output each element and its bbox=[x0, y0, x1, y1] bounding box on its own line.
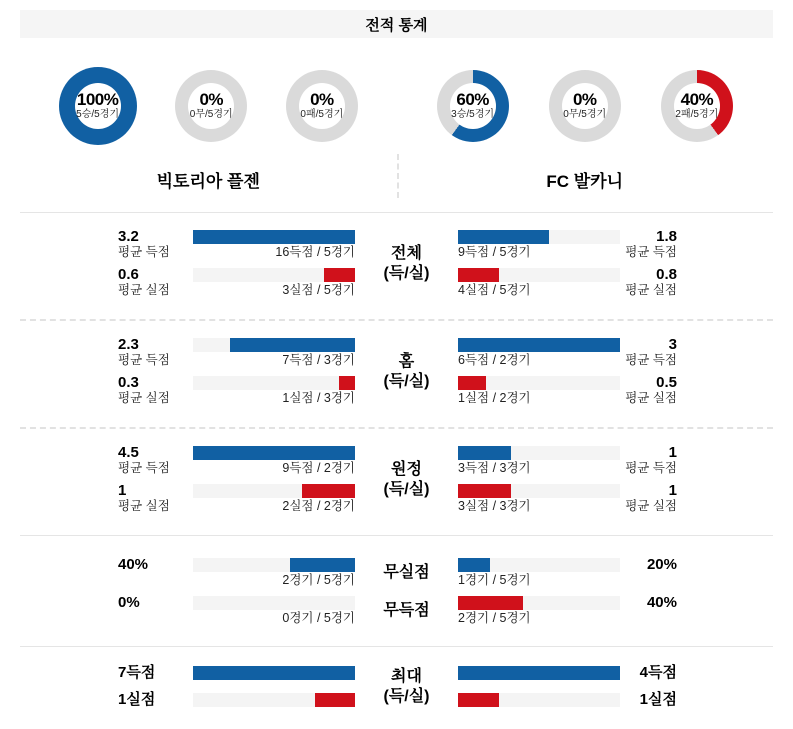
right-win-sublabel: 3승/5경기 bbox=[451, 109, 495, 120]
overall-right-conceded-bar bbox=[458, 268, 499, 282]
overall-left-conceded-caption: 평균 실점 bbox=[118, 283, 170, 297]
value-block bbox=[620, 337, 677, 368]
right-win-percent: 60% bbox=[456, 90, 489, 109]
cleansheet-right-track bbox=[458, 558, 620, 572]
left-win-donut-hole bbox=[75, 83, 121, 129]
scoreless-right-percent: 40% bbox=[646, 594, 677, 611]
max-right-conceded-track bbox=[458, 693, 620, 707]
away-left-scored-bar bbox=[193, 446, 355, 460]
left-draw-donut-hole bbox=[188, 83, 234, 129]
home-left-scored-track bbox=[193, 338, 355, 352]
bar-block bbox=[458, 446, 620, 477]
home-left-conceded-bar bbox=[339, 376, 355, 390]
section-away bbox=[20, 429, 773, 535]
bar-block bbox=[193, 376, 355, 407]
overall-right-conceded-bar-label: 4실점 / 5경기 bbox=[458, 283, 531, 297]
away-left-conceded-track bbox=[193, 484, 355, 498]
home-left-scored-value: 2.3 bbox=[118, 336, 139, 353]
scoreless-right-bar-label: 2경기 / 5경기 bbox=[458, 611, 531, 625]
away-right-conceded-bar bbox=[458, 484, 511, 498]
cleansheet-center-label: 무실점 bbox=[383, 563, 430, 581]
away-left-scored-track bbox=[193, 446, 355, 460]
home-right-conceded-track bbox=[458, 376, 620, 390]
overall-right-values bbox=[620, 229, 677, 299]
home-left-scored-caption: 평균 득점 bbox=[118, 353, 170, 367]
overall-right-conceded-track bbox=[458, 268, 620, 282]
value-block bbox=[118, 557, 193, 588]
away-right-conceded-value: 1 bbox=[668, 482, 677, 499]
max-left-conceded-track bbox=[193, 693, 355, 707]
overall-center-label bbox=[355, 229, 458, 299]
right-draw-percent: 0% bbox=[572, 90, 597, 109]
home-left-bars bbox=[193, 337, 355, 407]
right-loss-sublabel: 2패/5경기 bbox=[675, 109, 719, 120]
left-draw-sublabel: 0무/5경기 bbox=[189, 109, 233, 120]
home-left-conceded-track bbox=[193, 376, 355, 390]
section-overall bbox=[20, 213, 773, 319]
value-block bbox=[620, 557, 677, 588]
value-block bbox=[118, 445, 193, 476]
overall-left-bars bbox=[193, 229, 355, 299]
bar-block bbox=[458, 596, 620, 627]
home-right-scored-caption: 평균 득점 bbox=[625, 353, 677, 367]
right-draw-donut-hole bbox=[562, 83, 608, 129]
bar-block bbox=[458, 376, 620, 407]
home-center-line1: 홈 bbox=[398, 353, 415, 370]
right-win-donut-chart bbox=[437, 70, 509, 142]
away-center-line2: (득/실) bbox=[383, 481, 430, 498]
bar-block bbox=[458, 666, 620, 680]
max-right-conceded-bar bbox=[458, 693, 499, 707]
away-left-conceded-bar-label: 2실점 / 2경기 bbox=[282, 499, 355, 513]
cleansheet-left-bar bbox=[290, 558, 355, 572]
home-right-conceded-bar bbox=[458, 376, 486, 390]
left-loss-sublabel: 0패/5경기 bbox=[300, 109, 344, 120]
max-center-line1: 최대 bbox=[391, 667, 422, 685]
home-left-scored-bar bbox=[230, 338, 355, 352]
right-team-name: FC 발카니 bbox=[546, 171, 624, 191]
bar-block bbox=[458, 338, 620, 369]
home-left-conceded-bar-label: 1실점 / 3경기 bbox=[282, 391, 355, 405]
left-draw-donut-chart bbox=[175, 70, 247, 142]
overall-left-scored-track bbox=[193, 230, 355, 244]
value-block bbox=[118, 267, 193, 298]
overall-right-bars bbox=[458, 229, 620, 299]
scoreless-left-percent: 0% bbox=[118, 594, 140, 611]
scoreless-left-track bbox=[193, 596, 355, 610]
home-right-scored-value: 3 bbox=[668, 336, 677, 353]
bar-block bbox=[458, 230, 620, 261]
left-team-name: 빅토리아 플젠 bbox=[156, 171, 260, 191]
home-right-scored-bar-label: 6득점 / 2경기 bbox=[458, 353, 531, 367]
max-right-bars bbox=[458, 666, 620, 707]
pct-right-bars bbox=[458, 557, 620, 627]
away-left-conceded-caption: 평균 실점 bbox=[118, 499, 170, 513]
overall-left-scored-bar bbox=[193, 230, 355, 244]
right-loss-donut-chart bbox=[661, 70, 733, 142]
max-left-scored-value: 7득점 bbox=[118, 664, 156, 681]
value-block bbox=[620, 267, 677, 298]
home-left-conceded-value: 0.3 bbox=[118, 374, 139, 391]
left-win-sublabel: 5승/5경기 bbox=[76, 109, 120, 120]
bar-block bbox=[193, 558, 355, 589]
max-left-conceded-bar bbox=[315, 693, 356, 707]
value-block bbox=[620, 375, 677, 406]
away-left-conceded-value: 1 bbox=[118, 482, 127, 499]
away-right-scored-caption: 평균 득점 bbox=[625, 461, 677, 475]
bar-block bbox=[193, 268, 355, 299]
value-block bbox=[118, 693, 193, 707]
value-block bbox=[118, 595, 193, 626]
cleansheet-left-track bbox=[193, 558, 355, 572]
max-right-conceded-value: 1실점 bbox=[639, 691, 677, 708]
team-names-row bbox=[20, 146, 773, 213]
bar-block bbox=[193, 596, 355, 627]
home-left-values bbox=[118, 337, 193, 407]
section-home bbox=[20, 321, 773, 427]
max-right-scored-value: 4득점 bbox=[639, 664, 677, 681]
right-draw-donut-chart bbox=[549, 70, 621, 142]
home-right-scored-track bbox=[458, 338, 620, 352]
overall-center-line2: (득/실) bbox=[383, 265, 430, 282]
pct-right-values bbox=[620, 557, 677, 627]
away-right-conceded-track bbox=[458, 484, 620, 498]
left-win-donut-chart bbox=[59, 67, 137, 145]
away-left-scored-caption: 평균 득점 bbox=[118, 461, 170, 475]
overall-right-scored-bar-label: 9득점 / 5경기 bbox=[458, 245, 531, 259]
left-team-donuts bbox=[20, 67, 397, 145]
left-loss-donut-chart bbox=[286, 70, 358, 142]
bar-block bbox=[193, 666, 355, 680]
team-divider bbox=[397, 154, 399, 198]
away-left-scored-value: 4.5 bbox=[118, 444, 139, 461]
pct-center-labels bbox=[355, 557, 458, 627]
overall-right-scored-value: 1.8 bbox=[656, 228, 677, 245]
bar-block bbox=[193, 446, 355, 477]
win-rate-donuts bbox=[20, 66, 773, 146]
away-right-scored-bar-label: 3득점 / 3경기 bbox=[458, 461, 531, 475]
value-block bbox=[118, 483, 193, 514]
value-block bbox=[118, 375, 193, 406]
home-right-conceded-bar-label: 1실점 / 2경기 bbox=[458, 391, 531, 405]
section-cleansheet-scoreless bbox=[20, 536, 773, 646]
bar-block bbox=[193, 693, 355, 707]
overall-left-conceded-bar bbox=[324, 268, 355, 282]
home-right-scored-bar bbox=[458, 338, 620, 352]
away-right-conceded-caption: 평균 실점 bbox=[625, 499, 677, 513]
right-team-donuts bbox=[397, 70, 774, 142]
away-left-values bbox=[118, 445, 193, 515]
overall-right-conceded-caption: 평균 실점 bbox=[625, 283, 677, 297]
value-block bbox=[620, 229, 677, 260]
max-left-scored-bar bbox=[193, 666, 355, 680]
scoreless-left-bar-label: 0경기 / 5경기 bbox=[282, 611, 355, 625]
right-loss-percent: 40% bbox=[680, 90, 714, 109]
home-right-conceded-value: 0.5 bbox=[656, 374, 677, 391]
overall-left-conceded-track bbox=[193, 268, 355, 282]
max-left-scored-track bbox=[193, 666, 355, 680]
left-loss-percent: 0% bbox=[310, 90, 334, 109]
bar-block bbox=[193, 338, 355, 369]
right-draw-sublabel: 0무/5경기 bbox=[563, 109, 607, 120]
home-left-conceded-caption: 평균 실점 bbox=[118, 391, 170, 405]
home-right-values bbox=[620, 337, 677, 407]
value-block bbox=[118, 666, 193, 680]
right-loss-donut-hole bbox=[674, 83, 720, 129]
max-center-line2: (득/실) bbox=[383, 687, 430, 705]
overall-center-line1: 전체 bbox=[391, 245, 422, 262]
cleansheet-right-bar-label: 1경기 / 5경기 bbox=[458, 573, 531, 587]
away-right-scored-track bbox=[458, 446, 620, 460]
value-block bbox=[620, 445, 677, 476]
overall-right-scored-caption: 평균 득점 bbox=[625, 245, 677, 259]
home-left-scored-bar-label: 7득점 / 3경기 bbox=[282, 353, 355, 367]
scoreless-center-label: 무득점 bbox=[383, 601, 430, 619]
page-title: 전적 통계 bbox=[365, 16, 428, 34]
overall-right-scored-bar bbox=[458, 230, 549, 244]
bar-block bbox=[193, 230, 355, 261]
home-center-label bbox=[355, 337, 458, 407]
section-max bbox=[20, 647, 773, 729]
value-block bbox=[118, 337, 193, 368]
max-right-scored-bar bbox=[458, 666, 620, 680]
bar-block bbox=[458, 693, 620, 707]
pct-left-bars bbox=[193, 557, 355, 627]
value-block bbox=[620, 666, 677, 680]
max-right-scored-track bbox=[458, 666, 620, 680]
right-win-donut-hole bbox=[450, 83, 496, 129]
value-block bbox=[620, 483, 677, 514]
max-right-values bbox=[620, 666, 677, 707]
max-left-conceded-value: 1실점 bbox=[118, 691, 156, 708]
bar-block bbox=[458, 558, 620, 589]
bar-block bbox=[458, 484, 620, 515]
max-left-values bbox=[118, 666, 193, 707]
overall-right-conceded-value: 0.8 bbox=[656, 266, 677, 283]
away-right-values bbox=[620, 445, 677, 515]
left-win-percent: 100% bbox=[76, 90, 119, 109]
bar-block bbox=[458, 268, 620, 299]
away-right-scored-bar bbox=[458, 446, 511, 460]
value-block bbox=[118, 229, 193, 260]
home-center-line2: (득/실) bbox=[383, 373, 430, 390]
overall-left-conceded-bar-label: 3실점 / 5경기 bbox=[282, 283, 355, 297]
home-right-bars bbox=[458, 337, 620, 407]
away-right-bars bbox=[458, 445, 620, 515]
away-right-conceded-bar-label: 3실점 / 3경기 bbox=[458, 499, 531, 513]
max-center-label bbox=[355, 666, 458, 707]
value-block bbox=[620, 693, 677, 707]
overall-left-scored-caption: 평균 득점 bbox=[118, 245, 170, 259]
overall-left-values bbox=[118, 229, 193, 299]
home-right-conceded-caption: 평균 실점 bbox=[625, 391, 677, 405]
cleansheet-right-bar bbox=[458, 558, 490, 572]
cleansheet-left-bar-label: 2경기 / 5경기 bbox=[282, 573, 355, 587]
max-left-bars bbox=[193, 666, 355, 707]
cleansheet-left-percent: 40% bbox=[118, 556, 149, 573]
away-right-scored-value: 1 bbox=[668, 444, 677, 461]
left-draw-percent: 0% bbox=[199, 90, 224, 109]
cleansheet-right-percent: 20% bbox=[646, 556, 677, 573]
away-left-conceded-bar bbox=[302, 484, 355, 498]
left-loss-donut-hole bbox=[299, 83, 345, 129]
scoreless-right-bar bbox=[458, 596, 523, 610]
scoreless-right-track bbox=[458, 596, 620, 610]
away-left-scored-bar-label: 9득점 / 2경기 bbox=[282, 461, 355, 475]
overall-left-scored-value: 3.2 bbox=[118, 228, 139, 245]
away-center-label bbox=[355, 445, 458, 515]
value-block bbox=[620, 595, 677, 626]
overall-left-scored-bar-label: 16득점 / 5경기 bbox=[275, 245, 355, 259]
pct-left-values bbox=[118, 557, 193, 627]
overall-right-scored-track bbox=[458, 230, 620, 244]
page-title-bar bbox=[20, 10, 773, 38]
away-center-line1: 원정 bbox=[391, 461, 422, 478]
bar-block bbox=[193, 484, 355, 515]
away-left-bars bbox=[193, 445, 355, 515]
overall-left-conceded-value: 0.6 bbox=[118, 266, 139, 283]
